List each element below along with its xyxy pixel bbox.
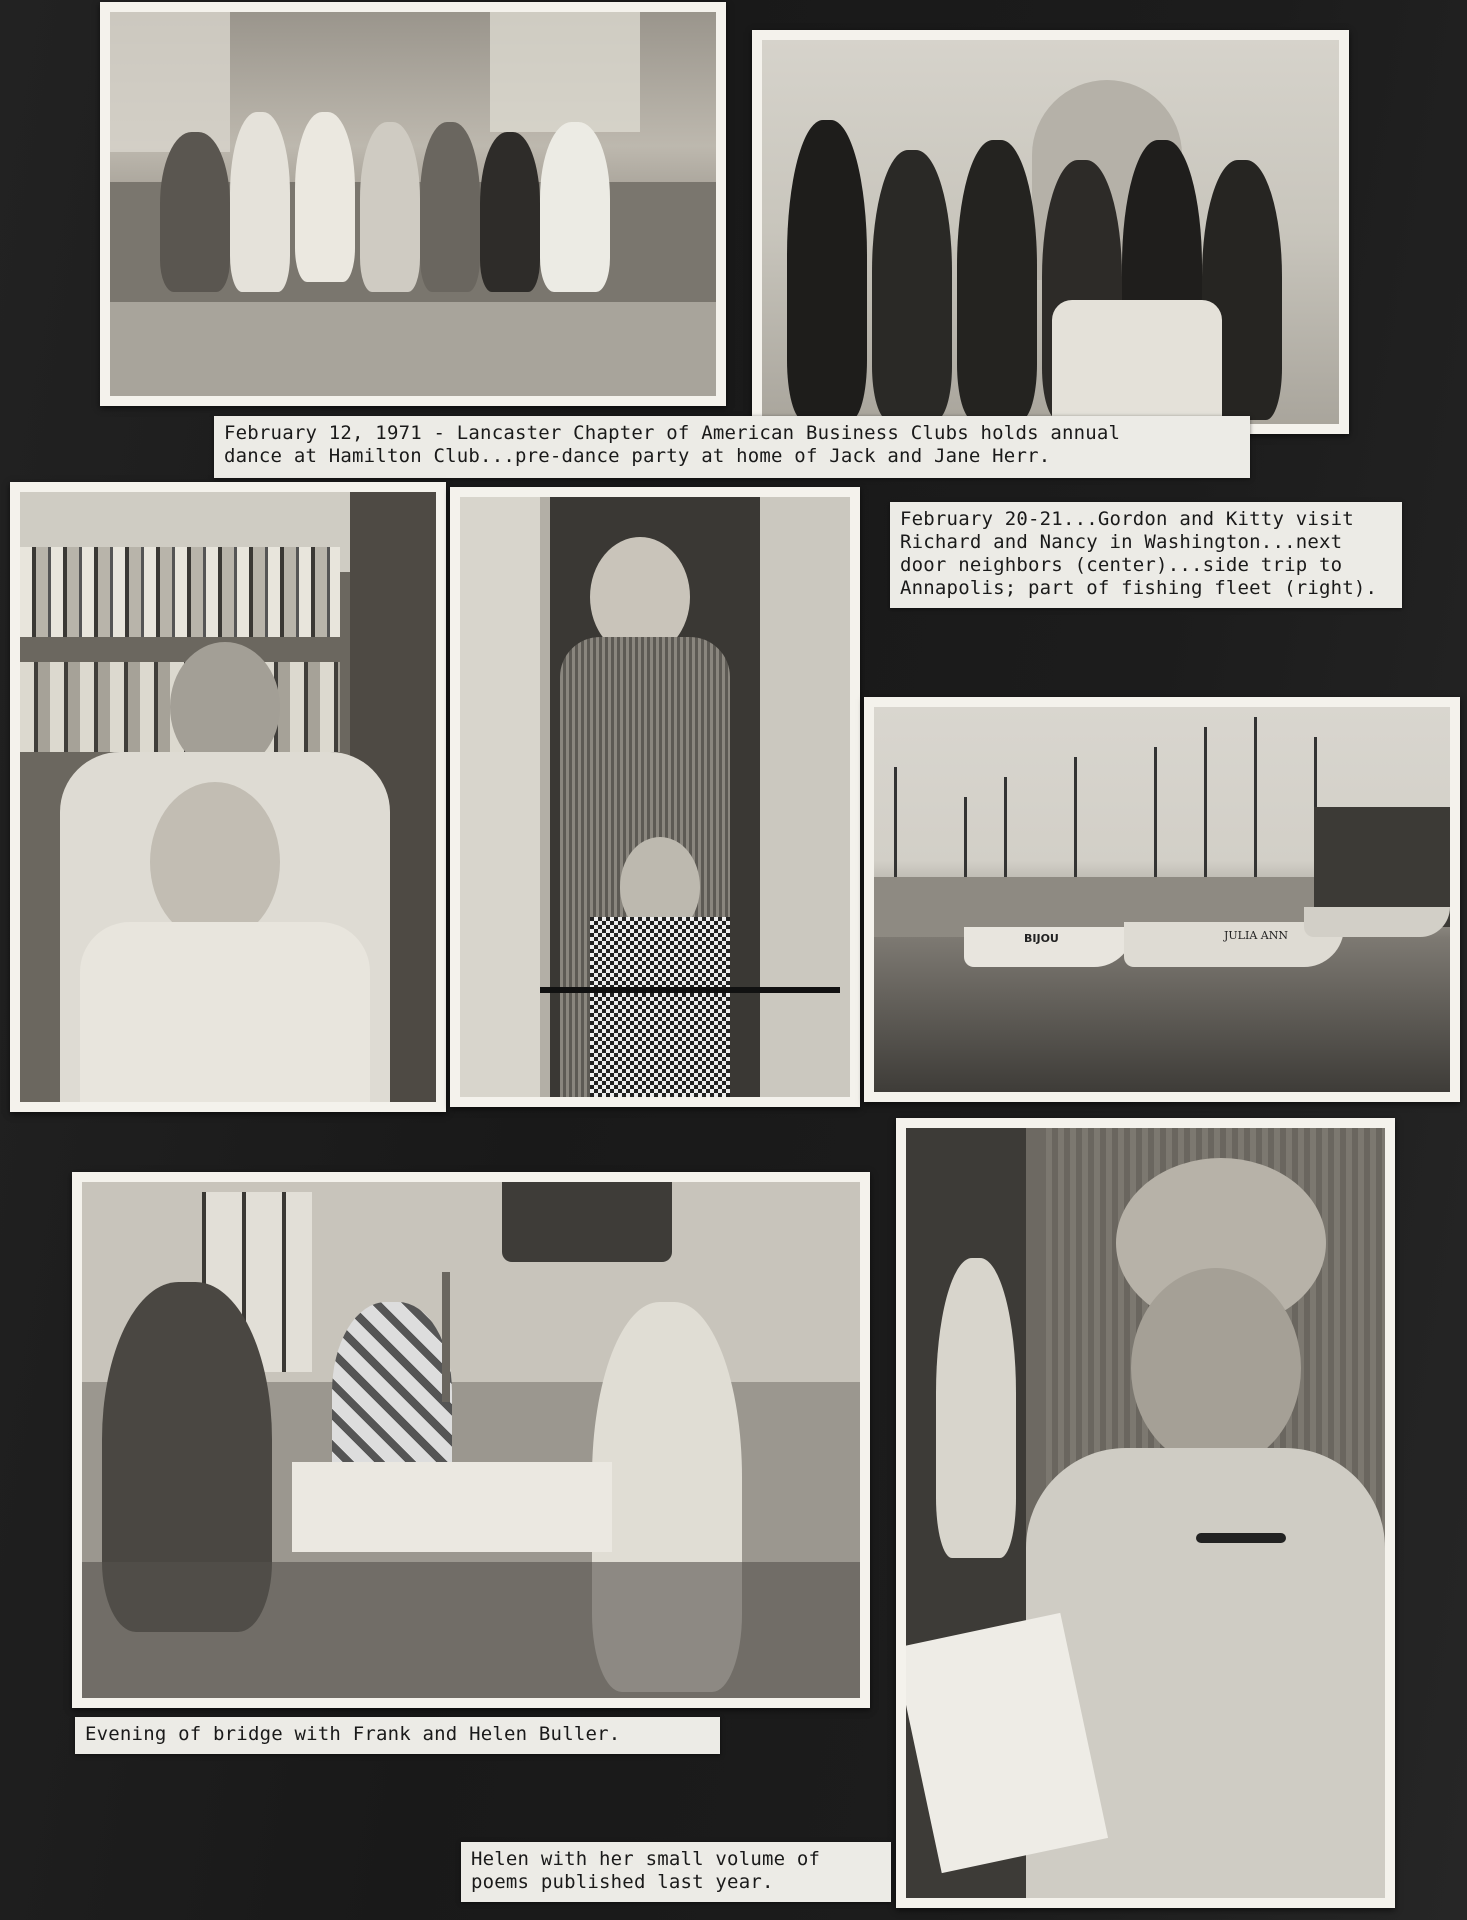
photo-women-party-image	[110, 12, 716, 396]
photo-men-suits-image	[762, 40, 1339, 424]
photo-couple-bookshelf[interactable]	[10, 482, 446, 1112]
boat-name-bijou: BIJOU	[1024, 932, 1059, 945]
photo-woman-reading[interactable]	[896, 1118, 1395, 1908]
photo-bridge-game[interactable]	[72, 1172, 870, 1708]
photo-bridge-game-image	[82, 1182, 860, 1698]
caption-poems: Helen with her small volume of poems published last year.	[461, 1842, 891, 1902]
photo-women-party[interactable]	[100, 2, 726, 406]
caption-bridge: Evening of bridge with Frank and Helen Buller.	[75, 1717, 720, 1754]
photo-woman-child-doorway[interactable]	[450, 487, 860, 1107]
photo-fishing-fleet[interactable]	[864, 697, 1460, 1102]
boat-name-julia-ann: JULIA ANN	[1224, 929, 1288, 942]
photo-fishing-fleet-image	[874, 707, 1450, 1092]
caption-dance: February 12, 1971 - Lancaster Chapter of American Business Clubs holds annual dance at Hamilton Club...pre-dance party at home of Jack and Jane Herr.	[214, 416, 1250, 478]
photo-men-suits[interactable]	[752, 30, 1349, 434]
photo-woman-reading-image	[906, 1128, 1385, 1898]
photo-couple-bookshelf-image	[20, 492, 436, 1102]
caption-washington: February 20-21...Gordon and Kitty visit Richard and Nancy in Washington...next door neighbors (center)...side trip to Annapolis; part of fishing fleet (right).	[890, 502, 1402, 608]
photo-woman-child-doorway-image	[460, 497, 850, 1097]
